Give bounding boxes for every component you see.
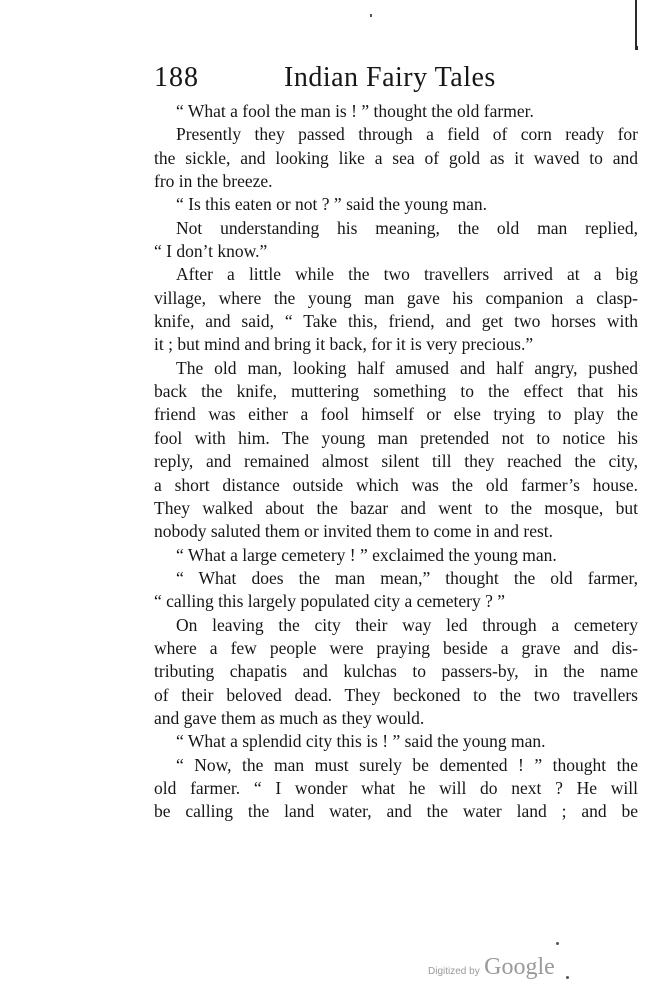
text-line: Not understanding his meaning, the old man replied, [176, 217, 638, 238]
google-label: Google [484, 954, 555, 980]
text-line: back the knife, muttering something to the effect that his [154, 381, 638, 402]
text-line: The old man, looking half amused and half angry, pushed [176, 357, 638, 378]
text-line: old farmer. “ I wonder what he will do next ? He will [154, 777, 638, 798]
text-line: be calling the land water, and the water land ; and be [154, 801, 638, 822]
text-line: of their beloved dead. They beckoned to the two travellers [154, 684, 638, 705]
text-line: nobody saluted them or invited them to come in and rest. [154, 521, 554, 542]
text-line: On leaving the city their way led through a cemetery [176, 614, 638, 635]
text-line: the sickle, and looking like a sea of gold as it waved to and [154, 147, 638, 168]
text-line: friend was either a fool himself or else trying to play the [154, 404, 638, 425]
text-line: “ Is this eaten or not ? ” said the young man. [176, 194, 488, 215]
text-line: “ Now, the man must surely be demented ! ” thought the [176, 754, 638, 775]
text-line: knife, and said, “ Take this, friend, and get two horses with [154, 311, 638, 332]
text-line: where a few people were praying beside a grave and dis- [154, 637, 638, 658]
text-line: “ What a large cemetery ! ” exclaimed the young man. [176, 544, 557, 565]
page-number: 188 [154, 62, 199, 93]
text-line: a short distance outside which was the old farmer’s house. [154, 474, 638, 495]
page-edge-mark [635, 46, 638, 50]
text-line: it ; but mind and bring it back, for it is very precious.” [154, 334, 534, 355]
text-line: “ What does the man mean,” thought the old farmer, [176, 567, 638, 588]
text-line: “ What a fool the man is ! ” thought the old farmer. [176, 101, 534, 121]
text-line: “ What a splendid city this is ! ” said the young man. [176, 731, 546, 752]
text-line: fool with him. The young man pretended not to notice his [154, 427, 638, 448]
text-line: “ I don’t know.” [154, 241, 268, 262]
body-text [154, 100, 638, 824]
scan-dot [556, 942, 559, 945]
digitized-by-google-watermark [428, 954, 555, 981]
page-edge-line [635, 0, 637, 50]
page-header [154, 58, 635, 98]
digitized-by-label: Digitized by [428, 966, 480, 977]
text-line: Presently they passed through a field of corn ready for [176, 124, 638, 145]
text-line: fro in the breeze. [154, 171, 273, 192]
text-line: reply, and remained almost silent till they reached the city, [154, 451, 638, 472]
text-line: After a little while the two travellers arrived at a big [176, 264, 638, 285]
text-line: and gave them as much as they would. [154, 707, 425, 728]
running-title: Indian Fairy Tales [284, 62, 496, 93]
text-line: “ calling this largely populated city a cemetery ? ” [154, 591, 505, 612]
scan-speck [370, 14, 372, 17]
text-line: village, where the young man gave his companion a clasp- [154, 287, 638, 308]
scan-dot [566, 976, 569, 979]
text-line: They walked about the bazar and went to the mosque, but [154, 497, 638, 518]
text-line: tributing chapatis and kulchas to passers-by, in the name [154, 661, 638, 682]
